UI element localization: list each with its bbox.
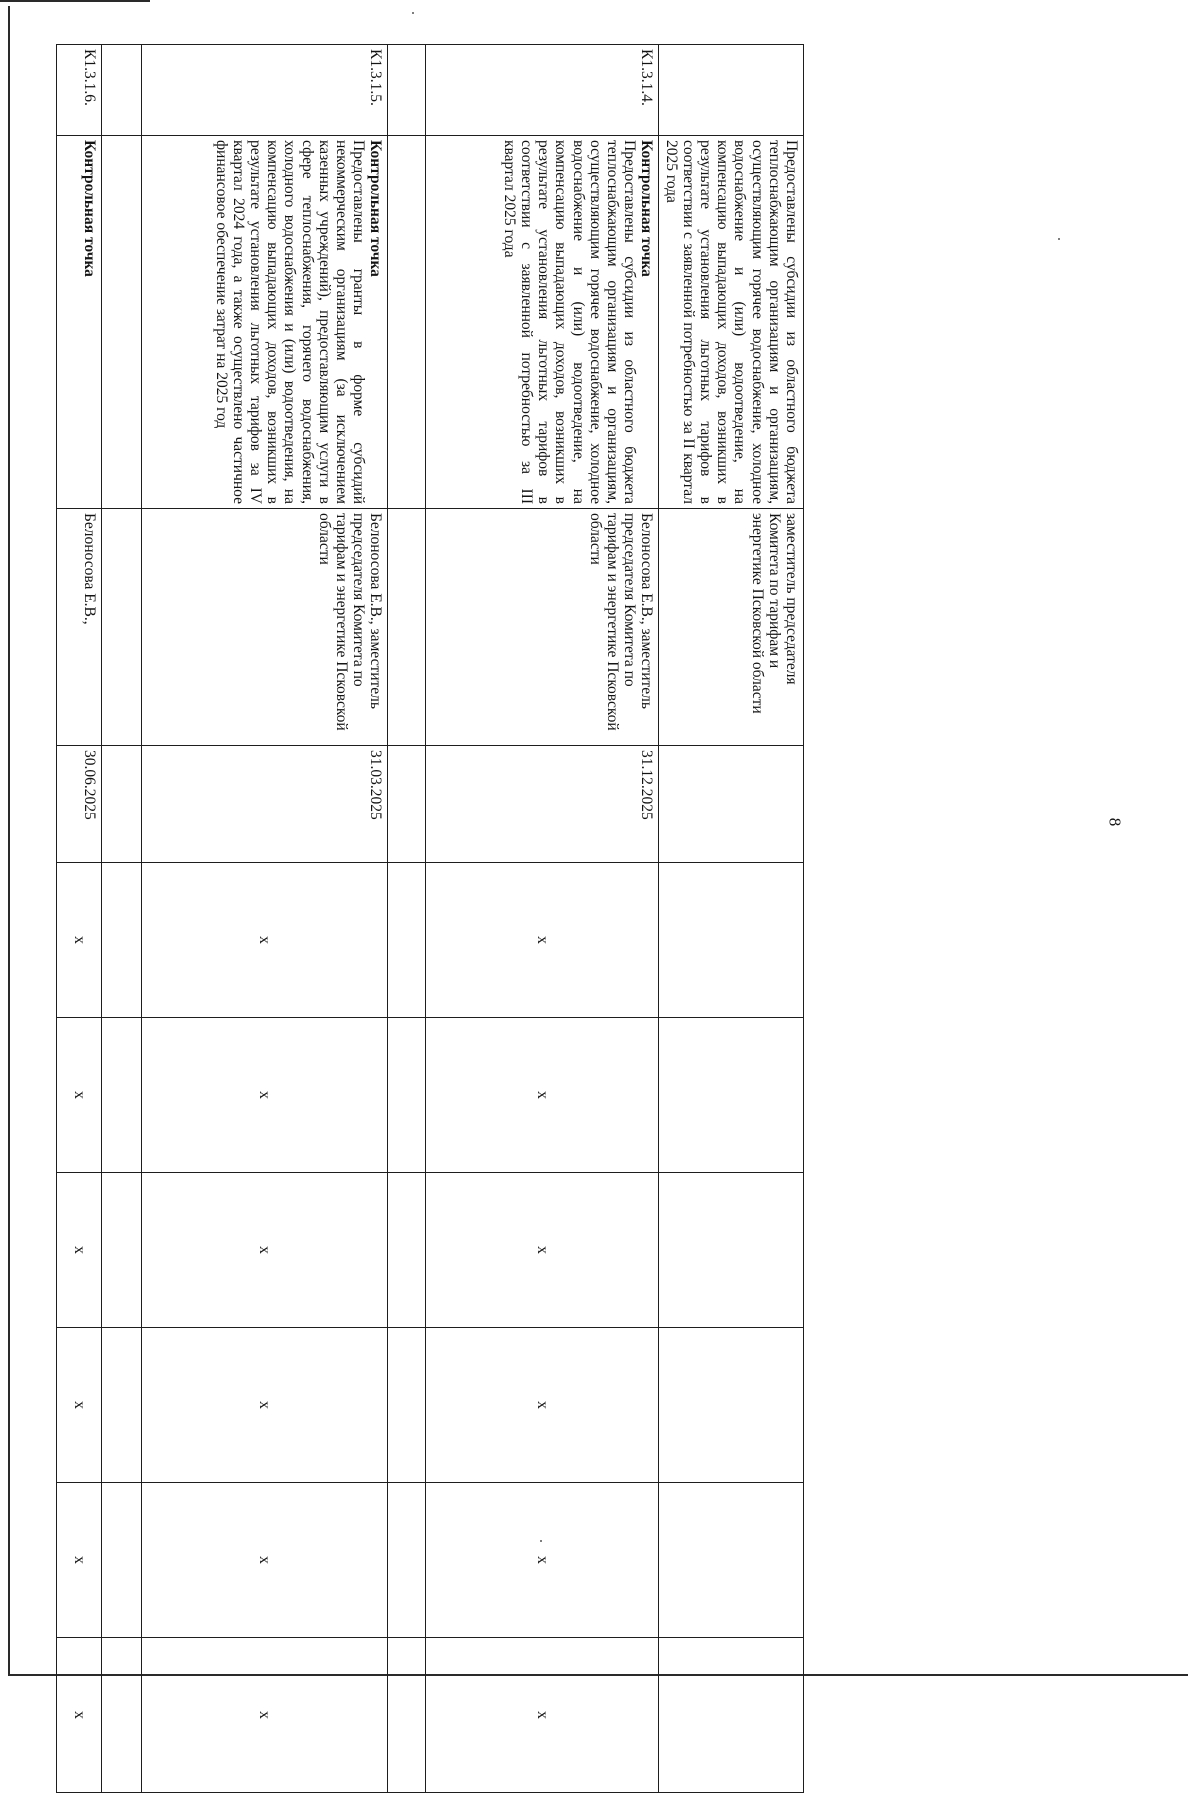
row-mark: х: [426, 1328, 659, 1483]
scan-speck: [1058, 238, 1060, 240]
row-code: [659, 45, 804, 136]
row-mark: [659, 1173, 804, 1328]
row-responsible: Белоносова Е.В., заместитель председателя Комитета по тарифам и энергетике Псковской области: [426, 509, 659, 746]
row-title: Контрольная точка: [367, 140, 385, 277]
row-mark: х: [426, 1173, 659, 1328]
row-code: К1.3.1.4.: [426, 45, 659, 136]
row-mark: х: [57, 1018, 102, 1173]
row-responsible: заместитель председателя Комитета по тарифам и энергетике Псковской области: [659, 509, 804, 746]
row-code: К1.3.1.6.: [57, 45, 102, 136]
row-mark: [388, 1328, 426, 1483]
row-date: [388, 746, 426, 863]
scan-edge-line: [0, 0, 150, 2]
row-description: [659, 136, 804, 509]
row-mark: х: [57, 863, 102, 1018]
row-responsible: [388, 509, 426, 746]
scan-speck: [412, 12, 414, 14]
row-mark: х: [426, 1018, 659, 1173]
row-description-text: Предоставлены субсидии из областного бюджета теплоснабжающим организациям и организациям, осуществляющим горячее водоснабжение, холодное водоснабжение и (или) водоотведение, на компенсацию выпадающих доходов, возникших в результате установления льготных тарифов в соответствии с заявленной потребностью за III квартал 2025 года: [500, 140, 639, 504]
row-mark: [102, 1638, 142, 1793]
row-mark: [388, 1638, 426, 1793]
row-description: [388, 136, 426, 509]
row-mark: [388, 863, 426, 1018]
row-mark: х: [426, 1483, 659, 1638]
rotated-table-container: [70, 44, 804, 1719]
row-description-text: Предоставлены гранты в форме субсидий некоммерческим организациям (за исключением казенных учреждений), предоставляющим услуги в сфере теплоснабжения, горячего водоснабжения, холодного водоснабжения и (или) водоотведения, на компенсацию выпадающих доходов, возникших в результате установления льготных тарифов за IV квартал 2024 года, а также осуществлено частичное финансовое обеспечение затрат на 2025 год: [212, 140, 368, 504]
row-date: [102, 746, 142, 863]
page-number: 8: [1105, 817, 1125, 827]
row-mark: х: [57, 1173, 102, 1328]
row-code: К1.3.1.5.: [142, 45, 388, 136]
table-row: [142, 45, 388, 1793]
row-mark: х: [426, 1638, 659, 1793]
row-mark: х: [142, 1173, 388, 1328]
row-mark: [388, 1173, 426, 1328]
row-code: [102, 45, 142, 136]
row-description: [426, 136, 659, 509]
row-responsible: Белоносова Е.В., заместитель председателя Комитета по тарифам и энергетике Псковской области: [142, 509, 388, 746]
row-mark: [102, 1328, 142, 1483]
row-date: 31.03.2025: [142, 746, 388, 863]
row-description: [57, 136, 102, 509]
row-mark: [659, 1018, 804, 1173]
row-mark: х: [142, 863, 388, 1018]
control-points-table: [56, 44, 804, 1793]
table-row: [102, 45, 142, 1793]
row-mark: [388, 1483, 426, 1638]
row-code: [388, 45, 426, 136]
row-mark: х: [142, 1483, 388, 1638]
table-row: [57, 45, 102, 1793]
row-date: 31.12.2025: [426, 746, 659, 863]
row-mark: [102, 1173, 142, 1328]
row-mark: [659, 1483, 804, 1638]
row-mark: х: [142, 1328, 388, 1483]
row-mark: [659, 1328, 804, 1483]
row-mark: х: [426, 863, 659, 1018]
row-responsible: Белоносова Е.В.,: [57, 509, 102, 746]
row-mark: [102, 1018, 142, 1173]
row-mark: [102, 863, 142, 1018]
table-row: [426, 45, 659, 1793]
row-mark: [659, 863, 804, 1018]
row-mark: х: [57, 1483, 102, 1638]
row-date: 30.06.2025: [57, 746, 102, 863]
row-title: Контрольная точка: [638, 140, 656, 277]
row-mark: х: [57, 1638, 102, 1793]
row-mark: х: [57, 1328, 102, 1483]
row-title: Контрольная точка: [81, 140, 99, 277]
row-date: [659, 746, 804, 863]
row-description: [142, 136, 388, 509]
row-mark: [102, 1483, 142, 1638]
row-mark: [659, 1638, 804, 1793]
row-description: [102, 136, 142, 509]
row-responsible: [102, 509, 142, 746]
table-row: [659, 45, 804, 1793]
row-mark: х: [142, 1018, 388, 1173]
table-row: [388, 45, 426, 1793]
row-mark: х: [142, 1638, 388, 1793]
row-description-text: Предоставлены субсидии из областного бюджета теплоснабжающим организациям и организациям, осуществляющим горячее водоснабжение, холодное водоснабжение и (или) водоотведение, на компенсацию выпадающих доходов, возникших в результате установления льготных тарифов в соответствии с заявленной потребностью за II квартал 2025 года: [662, 140, 800, 504]
row-mark: [388, 1018, 426, 1173]
